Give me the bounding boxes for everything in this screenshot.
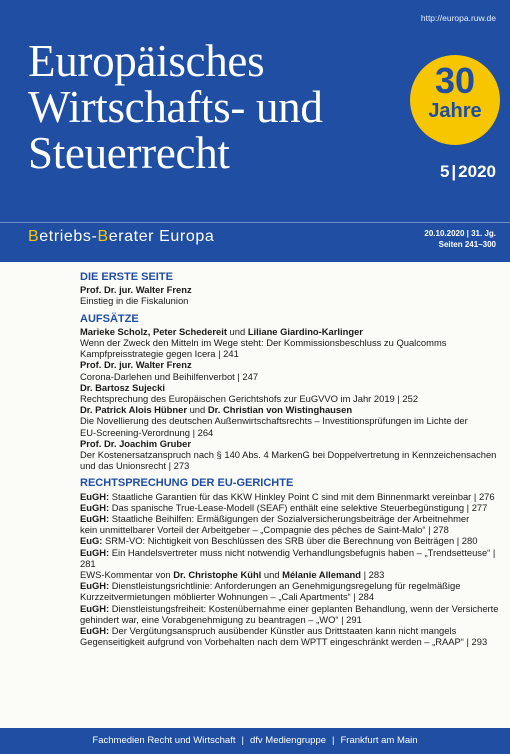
court-label: EuGH:: [80, 490, 110, 502]
commentary-entry: [80, 569, 500, 580]
issue-label: [440, 162, 496, 182]
author: Prof. Dr. jur. Walter Frenz: [80, 359, 192, 371]
court-label: EuGH:: [80, 580, 110, 592]
ruling-text: Das spanische True-Lease-Modell (SEAF) enthält eine selektive Steuerbegünstigung | 277: [109, 501, 488, 513]
entry-text: Der Kostenersatzanspruch nach § 140 Abs. 4 MarkenG bei Doppelvertretung in Kennzeichensachen: [80, 449, 497, 461]
court-label: EuGH:: [80, 602, 110, 614]
section-title-articles: AUFSÄTZE: [80, 312, 139, 325]
entry-text: Einstieg in die Fiskalunion: [80, 295, 189, 307]
table-of-contents: [80, 272, 500, 648]
series-letter-2: B: [97, 228, 109, 245]
author: Prof. Dr. jur. Walter Frenz: [80, 284, 192, 296]
author: Dr. Patrick Alois Hübner: [80, 404, 187, 416]
conjunction: und: [186, 404, 208, 416]
author: Mélanie Allemand: [282, 569, 361, 581]
badge-word: Jahre: [428, 100, 482, 122]
ruling-text: Dienstleistungsfreiheit: Kostenübernahme einer geplanten Behandlung, wenn der Versicherte: [109, 602, 499, 614]
series-part-2: erater Europa: [108, 228, 215, 245]
anniversary-badge: [410, 55, 500, 145]
entry-text: Rechtsprechung des Europäischen Gerichtshofs zur EuGVVO im Jahr 2019 | 252: [80, 393, 419, 405]
badge-number: 30: [434, 60, 476, 101]
publisher-footer: [0, 728, 510, 754]
conjunction: und: [261, 569, 283, 581]
entry-text: Kampfpreisstrategie gegen Icera | 241: [80, 348, 239, 360]
ruling-entry: [80, 535, 500, 546]
ruling-text: kein unmittelbarer Vorteil der Arbeitgeber – „Compagnie des pêches de Saint-Malo“ | 278: [80, 524, 449, 536]
publisher-name: Fachmedien Recht und Wirtschaft: [92, 735, 236, 746]
ruling-entry: [80, 603, 500, 614]
section-title-rulings: RECHTSPRECHUNG DER EU-GERICHTE: [80, 477, 294, 490]
ruling-text: Der Vergütungsanspruch ausübender Künstler aus Drittstaaten kann nicht mangels: [109, 625, 457, 637]
court-label: EuGH:: [80, 625, 110, 637]
ruling-entry: [80, 580, 500, 591]
publisher-location: Frankfurt am Main: [340, 735, 418, 746]
ruling-entry: [80, 491, 500, 502]
magazine-title: [28, 38, 323, 176]
article-authors: [80, 326, 500, 337]
series-letter-1: B: [28, 228, 40, 245]
author: Liliane Giardino-Karlinger: [247, 325, 363, 337]
date-volume: [424, 228, 496, 250]
author: Marieke Scholz, Peter Schedereit: [80, 325, 227, 337]
section-title-first-page: DIE ERSTE SEITE: [80, 271, 173, 283]
ruling-text: Gegenseitigkeit aufgrund von Vorbehalten nach dem WPTT eingeschränkt werden – „RAAP“ | 293: [80, 636, 488, 648]
ruling-text: Dienstleistungsrichtlinie: Anforderungen an Genehmigungsregelung für regelmäßige: [109, 580, 461, 592]
ruling-text: Kurzzeitvermietungen möblierter Wohnungen – „Cali Apartments“ | 284: [80, 591, 375, 603]
entry-text: EU-Screening-Verordnung | 264: [80, 426, 214, 438]
footer-separator: |: [241, 735, 244, 746]
date-line-2: Seiten 241–300: [438, 240, 496, 249]
website-url: http://europa.ruw.de: [420, 13, 496, 23]
series-name: [28, 228, 214, 246]
footer-separator: |: [332, 735, 335, 746]
court-label: EuG:: [80, 535, 103, 547]
court-label: EuGH:: [80, 546, 110, 558]
ruling-text: Staatliche Beihilfen: Ermäßigungen der Sozialversicherungsbeiträge der Arbeitnehmer: [109, 513, 470, 525]
commentary-prefix: EWS-Kommentar von: [80, 569, 174, 581]
article-authors: [80, 404, 500, 415]
conjunction: und: [226, 325, 248, 337]
title-line-1: Europäisches: [28, 36, 265, 86]
author: Dr. Christophe Kühl: [173, 569, 262, 581]
ruling-entry: [80, 625, 500, 636]
issue-year: 2020: [458, 162, 496, 181]
entry-text: Wenn der Zweck den Mitteln im Wege steht: Der Kommissionsbeschluss zu Qualcomms: [80, 337, 447, 349]
title-line-2: Wirtschafts- und: [28, 82, 323, 132]
ruling-text: gehindert war, eine Vorabgenehmigung zu beantragen – „WO“ | 291: [80, 613, 362, 625]
author: Prof. Dr. Joachim Gruber: [80, 437, 191, 449]
court-label: EuGH:: [80, 501, 110, 513]
ruling-text: Ein Handelsvertreter muss nicht notwendig Verhandlungsbefugnis haben – „Trendsetteuse“ | 281: [80, 546, 496, 569]
entry-text: Die Novellierung des deutschen Außenwirtschaftsrechts – Investitionsprüfungen im Lichte der: [80, 415, 468, 427]
ruling-entry: [80, 547, 500, 569]
issue-separator: |: [451, 162, 457, 181]
entry-text: Corona-Darlehen und Beihilfenverbot | 247: [80, 370, 259, 382]
author: Dr. Bartosz Sujecki: [80, 381, 165, 393]
ruling-text: Staatliche Garantien für das KKW Hinkley Point C sind mit dem Binnenmarkt vereinbar | 276: [109, 490, 495, 502]
title-line-3: Steuerrecht: [28, 128, 230, 178]
ruling-entry: [80, 502, 500, 513]
cover-header: [0, 0, 510, 222]
entry-text: und das Unionsrecht | 273: [80, 460, 190, 472]
date-line-1: 20.10.2020 | 31. Jg.: [424, 229, 496, 238]
ruling-entry: [80, 513, 500, 524]
issue-number: 5: [439, 162, 450, 181]
publisher-group: dfv Mediengruppe: [249, 735, 327, 746]
series-part-1: etriebs-: [39, 228, 98, 245]
author: Dr. Christian von Wistinghausen: [207, 404, 353, 416]
ruling-text: SRM-VO: Nichtigkeit von Beschlüssen des SRB über die Berechnung von Beiträgen | 280: [102, 535, 478, 547]
page-ref: | 283: [361, 569, 385, 581]
court-label: EuGH:: [80, 513, 110, 525]
